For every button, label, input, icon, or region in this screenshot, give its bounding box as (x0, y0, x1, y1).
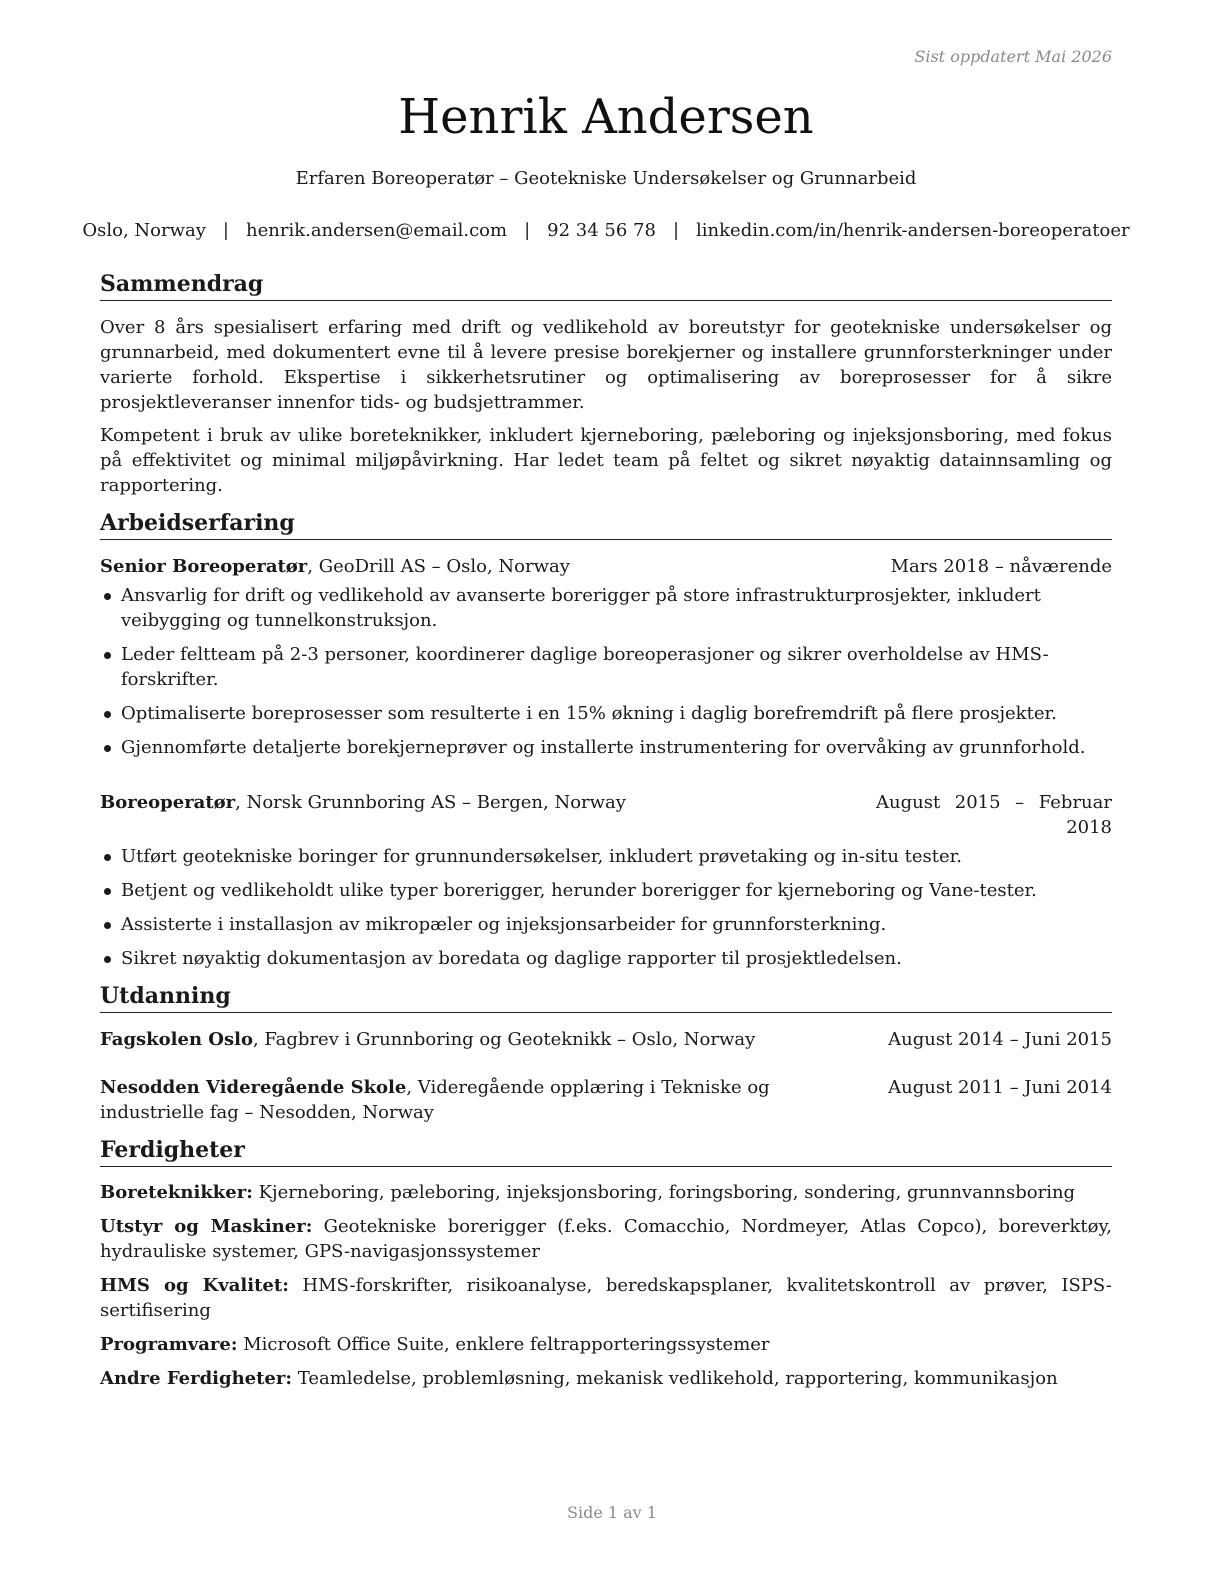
education-entry (100, 1027, 1112, 1052)
skill-row (100, 1273, 1112, 1323)
job-dates: Mars 2018 – nåværende (890, 556, 1112, 577)
school-name: Fagskolen Oslo (100, 1029, 253, 1050)
contact-separator: | (672, 220, 680, 241)
skills-section (100, 1137, 1112, 1391)
skill-row (100, 1366, 1112, 1391)
job-entry (100, 790, 1112, 971)
candidate-name: Henrik Andersen (398, 89, 814, 145)
job-header (100, 790, 1112, 840)
skill-row (100, 1214, 1112, 1264)
job-bullet: Sikret nøyaktig dokumentasjon av boredata og daglige rapporter til prosjektledelsen. (100, 946, 1112, 971)
education-dates: August 2011 – Juni 2014 (888, 1077, 1112, 1098)
skill-text: Geotekniske borerigger (f.eks. Comacchio, Nordmeyer, Atlas Copco), boreverktøy, hydrauliske systemer, GPS-navigasjonssystemer (100, 1216, 1112, 1262)
school-name: Nesodden Videregående Skole (100, 1077, 407, 1098)
section-heading-skills: Ferdigheter (100, 1137, 1112, 1167)
job-title: Senior Boreoperatør (100, 556, 308, 577)
job-bullet: Gjennomførte detaljerte borekjerneprøver og installerte instrumentering for overvåking av grunnforhold. (100, 735, 1112, 760)
job-bullet: Utført geotekniske boringer for grunnundersøkelser, inkludert prøvetaking og in-situ tester. (100, 844, 1112, 869)
contact-location: Oslo, Norway (82, 220, 206, 241)
skill-row (100, 1332, 1112, 1357)
job-bullets (100, 583, 1112, 760)
skill-row (100, 1180, 1112, 1205)
candidate-headline: Erfaren Boreoperatør – Geotekniske Undersøkelser og Grunnarbeid (295, 168, 917, 189)
job-entry (100, 554, 1112, 760)
contact-line (82, 218, 1130, 243)
job-company: , GeoDrill AS – Oslo, Norway (307, 556, 570, 577)
job-bullet: Ansvarlig for drift og vedlikehold av avanserte borerigger på store infrastrukturprosjekter, inkludert veibygging og tunnelkonstruksjon. (100, 583, 1112, 633)
job-company: , Norsk Grunnboring AS – Bergen, Norway (235, 792, 626, 813)
skill-text: Kjerneboring, pæleboring, injeksjonsboring, foringsboring, sondering, grunnvannsboring (252, 1182, 1076, 1203)
job-header (100, 554, 1112, 579)
contact-linkedin[interactable]: linkedin.com/in/henrik-andersen-boreoperatoer (696, 220, 1130, 241)
last-updated: Sist oppdatert Mai 2026 (914, 47, 1112, 66)
job-bullet: Assisterte i installasjon av mikropæler og injeksjonsarbeider for grunnforsterkning. (100, 912, 1112, 937)
skill-label: Boreteknikker: (100, 1182, 253, 1203)
job-bullet: Leder feltteam på 2-3 personer, koordinerer daglige boreoperasjoner og sikrer overholdelse av HMS-forskrifter. (100, 642, 1112, 692)
skill-label: Andre Ferdigheter: (100, 1368, 293, 1389)
summary-paragraph: Over 8 års spesialisert erfaring med drift og vedlikehold av boreutstyr for geotekniske undersøkelser og grunnarbeid, med dokumentert evne til å levere presise borekjerner og installere grunnforsterkninger under varierte forhold. Ekspertise i sikkerhetsrutiner og optimalisering av boreprosesser for å sikre prosjektleveranser innenfor tids- og budsjettrammer. (100, 317, 1112, 413)
skill-label: Programvare: (100, 1334, 238, 1355)
job-title: Boreoperatør (100, 792, 236, 813)
contact-separator: | (524, 220, 531, 241)
skill-label: HMS og Kvalitet: (100, 1275, 289, 1296)
skill-text: Teamledelse, problemløsning, mekanisk vedlikehold, rapportering, kommunikasjon (292, 1368, 1058, 1389)
section-heading-experience: Arbeidserfaring (100, 510, 1112, 540)
education-section (100, 983, 1112, 1125)
job-dates: August 2015 – Februar 2018 (876, 792, 1112, 838)
education-dates: August 2014 – Juni 2015 (888, 1029, 1112, 1050)
section-heading-education: Utdanning (100, 983, 1112, 1013)
education-detail: , Videregående opplæring i Tekniske og industrielle fag – Nesodden, Norway (100, 1077, 770, 1123)
summary-section (100, 271, 1112, 498)
skill-text: Microsoft Office Suite, enklere feltrapporteringssystemer (237, 1334, 770, 1355)
job-bullet: Optimaliserte boreprosesser som resulterte i en 15% økning i daglig borefremdrift på flere prosjekter. (100, 701, 1112, 726)
contact-separator: | (222, 220, 229, 241)
experience-section (100, 510, 1112, 971)
section-heading-summary: Sammendrag (100, 271, 1112, 301)
job-bullets (100, 844, 1112, 971)
education-detail: , Fagbrev i Grunnboring og Geoteknikk – Oslo, Norway (252, 1029, 756, 1050)
education-entry (100, 1075, 1112, 1125)
skills-list (100, 1180, 1112, 1391)
summary-paragraph: Kompetent i bruk av ulike boreteknikker, inkludert kjerneboring, pæleboring og injeksjonsboring, med fokus på effektivitet og minimal miljøpåvirkning. Har ledet team på feltet og sikret nøyaktig datainnsamling og rapportering. (100, 425, 1112, 496)
resume-page (82, 0, 1130, 1400)
page-number: Side 1 av 1 (567, 1503, 657, 1522)
skill-label: Utstyr og Maskiner: (100, 1216, 313, 1237)
contact-email[interactable]: henrik.andersen@email.com (246, 220, 508, 241)
job-bullet: Betjent og vedlikeholdt ulike typer borerigger, herunder borerigger for kjerneboring og Vane-tester. (100, 878, 1112, 903)
contact-phone: 92 34 56 78 (547, 220, 656, 241)
skill-text: HMS-forskrifter, risikoanalyse, beredskapsplaner, kvalitetskontroll av prøver, ISPS-sertifisering (100, 1275, 1112, 1321)
